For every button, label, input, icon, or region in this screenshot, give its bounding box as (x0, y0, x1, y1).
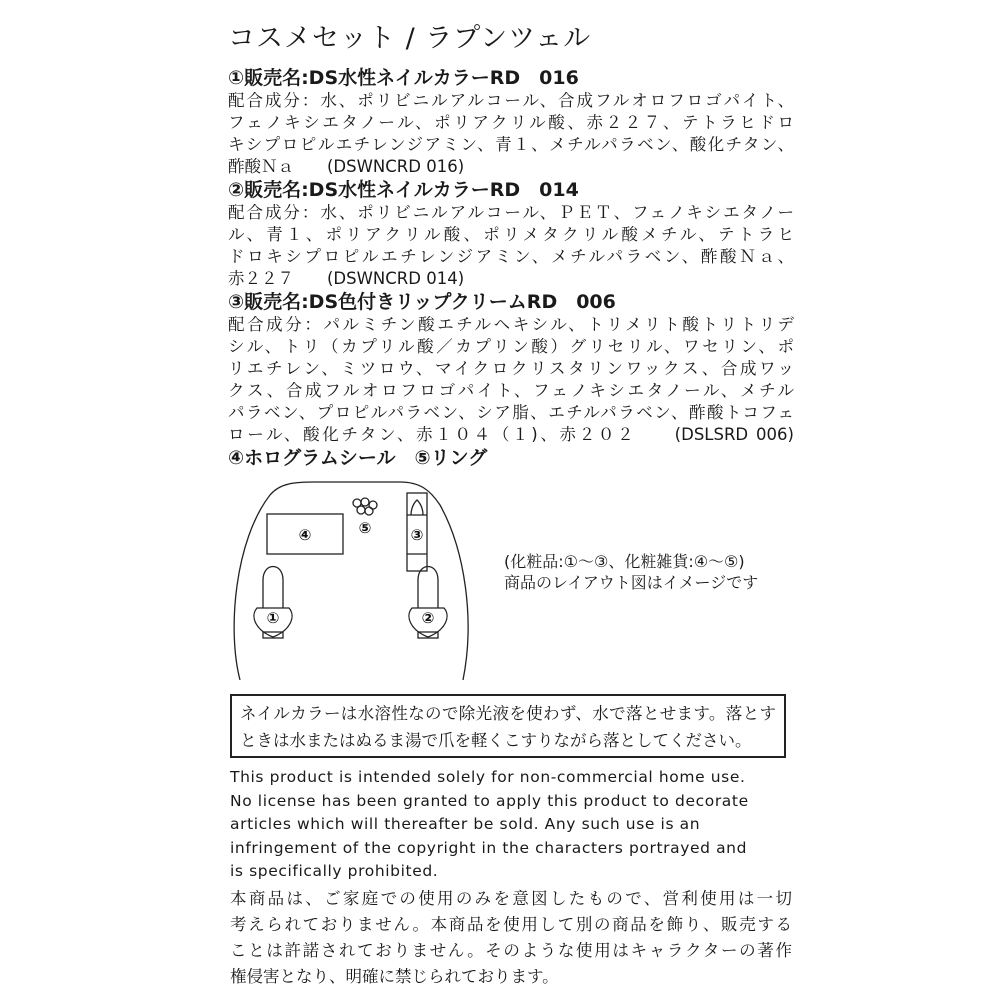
layout-note-line: 商品のレイアウト図はイメージです (504, 573, 759, 592)
ingredient-line: リエチレン、ミツロウ、マイクロクリスタリンワックス、合成ワッ (228, 359, 794, 378)
page-title: コスメセット / ラプンツェル (228, 23, 592, 54)
ingredient-line: 配合成分：水、ポリビニルアルコール、ＰＥＴ、フェノキシエタノー (228, 203, 794, 222)
warning-line: ネイルカラーは水溶性なので除光液を使わず、水で落とせます。落とす (240, 704, 776, 723)
english-line: is specifically prohibited. (230, 862, 439, 881)
ingredient-line: ロール、酸化チタン、赤１０４（１)、赤２０２ (DSLSRD 006) (228, 425, 794, 444)
ingredient-line: シル、トリ（カプリル酸／カプリン酸）グリセリル、ワセリン、ポ (228, 337, 794, 356)
label-5: ⑤ (358, 519, 372, 537)
extras-heading: ④ホログラムシール ⑤リング (228, 447, 488, 469)
japanese-notice (230, 886, 792, 990)
ingredient-line: ドロキシプロピルエチレンジアミン、メチルパラベン、酢酸Ｎａ、 (228, 247, 794, 266)
ingredient-line: 配合成分：パルミチン酸エチルヘキシル、トリメリト酸トリトリデ (228, 315, 794, 334)
item-heading: ①販売名:DS水性ネイルカラーRD 016 (228, 67, 579, 89)
item-1 (228, 66, 794, 178)
nail-polish-2-shape (409, 567, 447, 639)
english-notice (230, 766, 792, 884)
ingredient-line: ル、青１、ポリアクリル酸、ポリメタクリル酸メチル、テトラヒ (228, 225, 794, 244)
ingredient-line: 赤２２７ (DSWNCRD 014) (228, 269, 465, 288)
layout-note (504, 551, 758, 593)
warning-box (230, 694, 786, 758)
layout-diagram (225, 480, 505, 680)
item-3 (228, 290, 794, 446)
ingredient-line: フェノキシエタノール、ポリアクリル酸、赤２２７、テトラヒドロ (228, 113, 794, 132)
ingredient-line: パラベン、プロピルパラベン、シア脂、エチルパラベン、酢酸トコフェ (228, 403, 794, 422)
item-2 (228, 178, 794, 290)
item-heading: ③販売名:DS色付きリップクリームRD 006 (228, 291, 616, 313)
warning-line: ときは水またはぬるま湯で爪を軽くこすりながら落としてください。 (240, 731, 752, 750)
label-3: ③ (410, 526, 424, 544)
japanese-line: ことは許諾されておりません。そのような使用はキャラクターの著作 (230, 941, 792, 960)
label-4: ④ (298, 526, 312, 544)
ring-shape (353, 498, 377, 515)
english-line: No license has been granted to apply this product to decorate (230, 791, 749, 810)
tray-outline (234, 482, 468, 680)
english-line: articles which will thereafter be sold. Any such use is an (230, 815, 701, 834)
japanese-line: 本商品は、ご家庭での使用のみを意図したもので、営利使用は一切 (230, 889, 792, 908)
japanese-line: 権侵害となり、明確に禁じられております。 (230, 967, 559, 986)
ingredient-line: クス、合成フルオロフロゴパイト、フェノキシエタノール、メチル (228, 381, 794, 400)
item-heading: ②販売名:DS水性ネイルカラーRD 014 (228, 179, 579, 201)
label-2: ② (421, 609, 435, 627)
english-line: infringement of the copyright in the characters portrayed and (230, 838, 748, 857)
extras-heading-wrap (228, 446, 794, 470)
japanese-line: 考えられておりません。本商品を使用して別の商品を飾り、販売する (230, 915, 792, 934)
english-line: This product is intended solely for non-commercial home use. (230, 768, 746, 786)
nail-polish-1-shape (254, 567, 292, 639)
ingredient-line: 酢酸Ｎａ (DSWNCRD 016) (228, 157, 465, 176)
label-1: ① (266, 609, 280, 627)
ingredient-line: 配合成分：水、ポリビニルアルコール、合成フルオロフロゴパイト、 (228, 91, 794, 110)
layout-note-line: (化粧品:①～③、化粧雑貨:④～⑤) (504, 552, 745, 571)
ingredient-line: キシプロピルエチレンジアミン、青１、メチルパラベン、酸化チタン、 (228, 135, 794, 154)
